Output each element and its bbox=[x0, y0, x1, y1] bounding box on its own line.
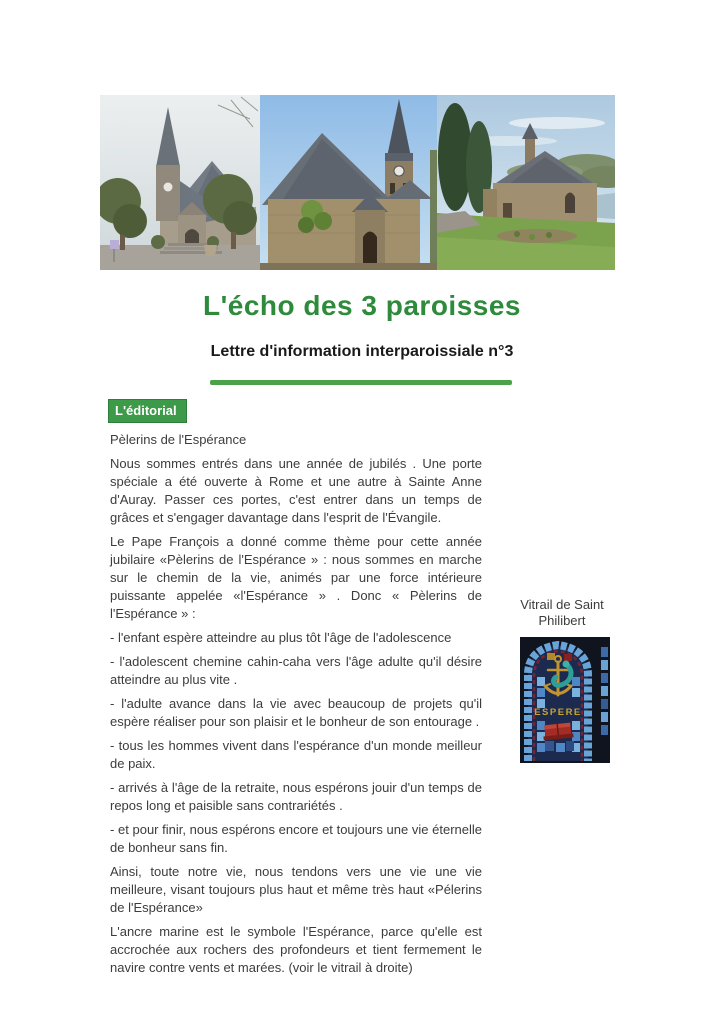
espere-lettering: ESPERE bbox=[534, 707, 582, 718]
editorial-paragraph: - tous les hommes vivent dans l'espérance d'un monde meilleur de paix. bbox=[110, 738, 482, 771]
header-photo-strip bbox=[100, 95, 615, 270]
editorial-paragraph: Nous sommes entrés dans une année de jubilés . Une porte spéciale a été ouverte à Rome et une autre à Sainte Anne d'Auray. Passer ces portes, c'est entrer dans un temps de grâces et s'engager davantage dans l'esprit de l'Évangile. bbox=[110, 456, 482, 525]
editorial-paragraph: - l'enfant espère atteindre au plus tôt l'âge de l'adolescence bbox=[110, 630, 452, 645]
stained-glass-window-graphic bbox=[520, 637, 610, 763]
editorial-paragraph: - et pour finir, nous espérons encore et toujours une vie éternelle de bonheur sans fin. bbox=[110, 822, 482, 855]
church-photo-left bbox=[100, 95, 260, 270]
right-edge-tiles bbox=[601, 647, 608, 735]
book-icon bbox=[542, 722, 573, 740]
editorial-paragraph: Ainsi, toute notre vie, nous tendons vers une vie une vie meilleure, visant toujours plus haut et même très haut «Pélerins de l'Espérance» bbox=[110, 864, 482, 915]
stained-glass-image bbox=[520, 637, 610, 763]
editorial-paragraph: L'ancre marine est le symbole l'Espérance, parce qu'elle est accrochée aux rochers des profondeurs et tient fermement le navire contre vents et marées. (voir le vitrail à droite) bbox=[110, 924, 482, 975]
page-title: L'écho des 3 paroisses bbox=[202, 290, 521, 321]
editorial-paragraph: - l'adulte avance dans la vie avec beaucoup de projets qu'il espère réaliser pour son plaisir et le bonheur de son entourage . bbox=[110, 696, 482, 729]
church-photo-right bbox=[437, 95, 615, 270]
vitrail-caption: Vitrail de Saint Philibert bbox=[520, 597, 604, 628]
editorial-paragraph: Le Pape François a donné comme thème pour cette année jubilaire «Pèlerins de l'Espérance » : nous sommes en marche sur le chemin de la vie, animés par une force intérieure puissante appelée «l'Espérance » . Donc « Pèlerins de l'Espérance » : bbox=[110, 534, 482, 621]
editorial-paragraph: Pèlerins de l'Espérance bbox=[110, 432, 247, 447]
page-subtitle: Lettre d'information interparoissiale n°3 bbox=[210, 343, 514, 360]
editorial-paragraph: - arrivés à l'âge de la retraite, nous espérons jouir d'un temps de repos long et paisible sans contrariétés . bbox=[110, 780, 482, 813]
editorial-section-badge: L'éditorial bbox=[108, 399, 187, 423]
editorial-text-column bbox=[110, 431, 482, 983]
green-divider-rule bbox=[210, 380, 512, 385]
church-photo-middle bbox=[260, 95, 437, 270]
editorial-paragraph: - l'adolescent chemine cahin-caha vers l'âge adulte qu'il désire atteindre au plus vite . bbox=[110, 654, 482, 687]
